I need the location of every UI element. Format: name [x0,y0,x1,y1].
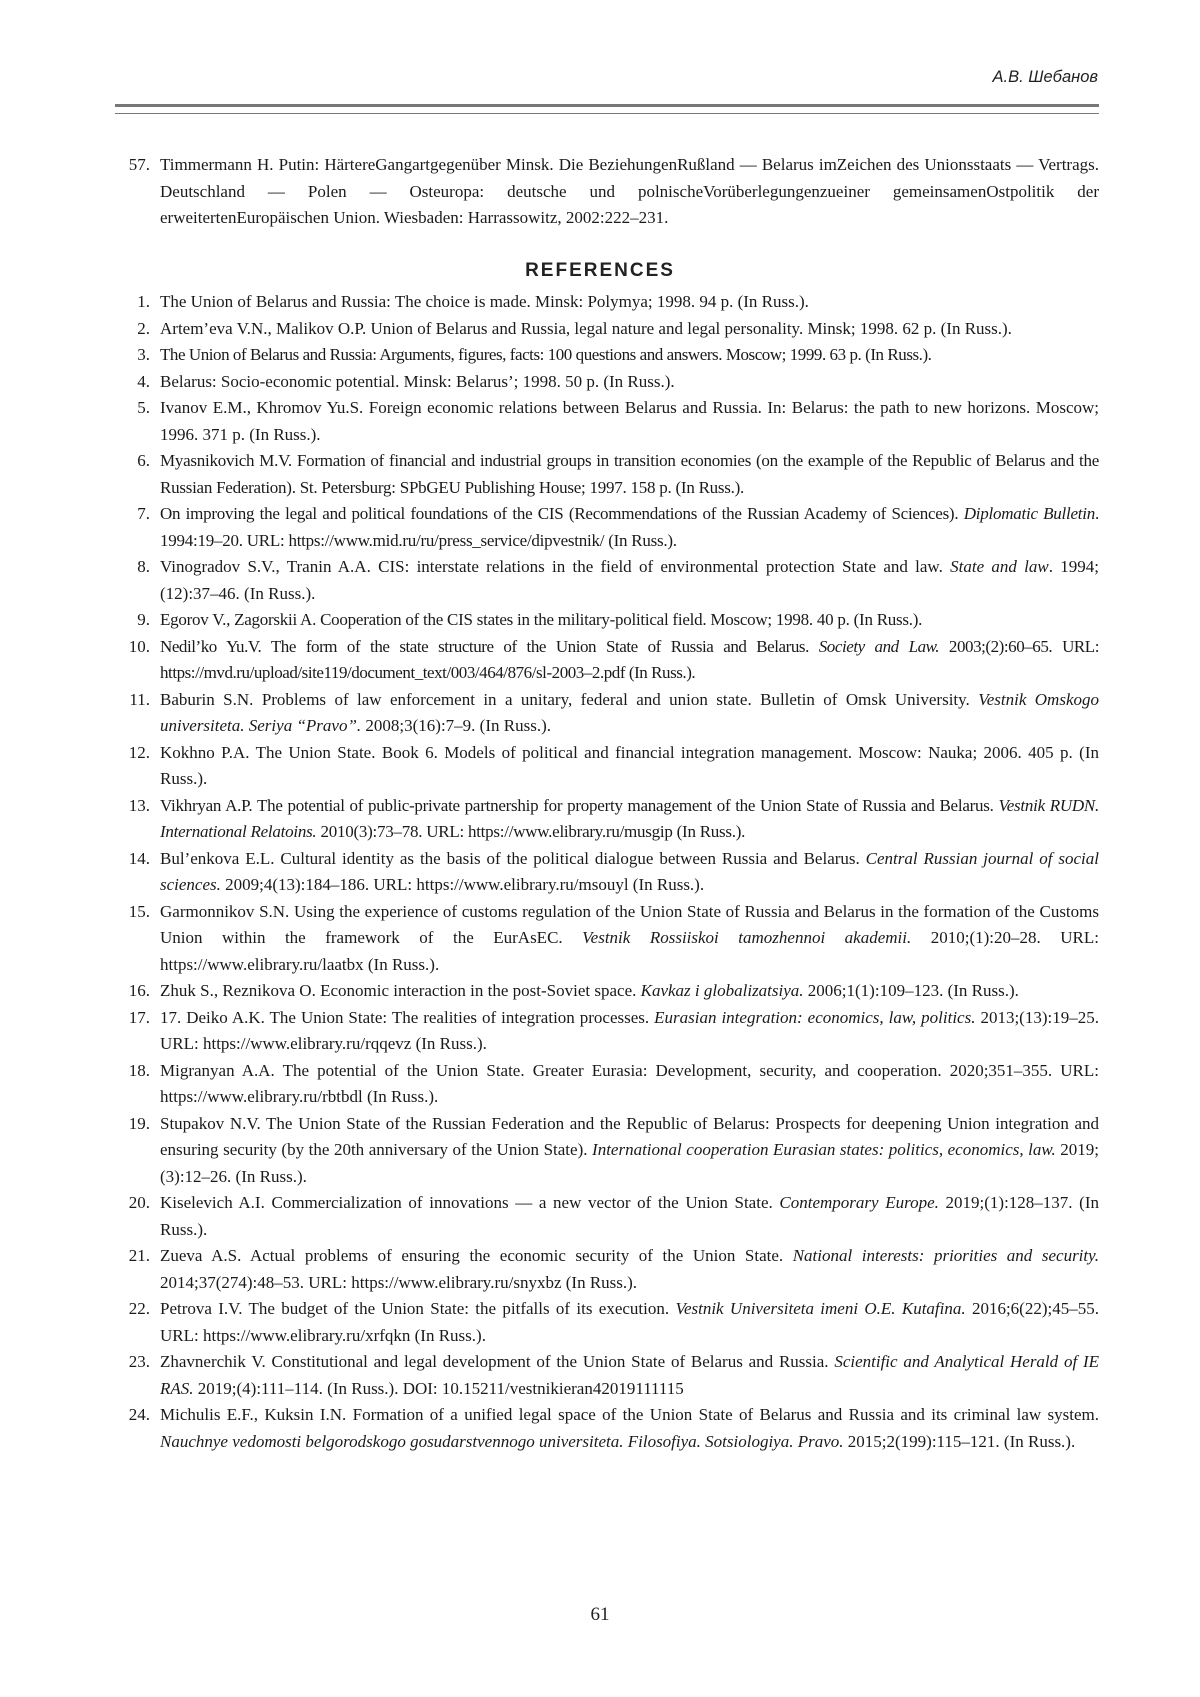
reference-journal: Scientific and Analytical Herald of IE RAS. [160,1352,1099,1398]
reference-body: Vikhryan A.P. The potential of public-private partnership for property management of the Union State of Russia and Belarus. [160,796,998,815]
reference-body: Baburin S.N. Problems of law enforcement in a unitary, federal and union state. Bulletin of Omsk University. [160,690,978,709]
reference-details: 2009;4(13):184–186. URL: https://www.elibrary.ru/msouyl (In Russ.). [221,875,704,894]
reference-item [118,1296,1099,1349]
reference-details: 2019;(3):12–26. (In Russ.). [160,1140,1099,1186]
reference-details: . 1994;(12):37–46. (In Russ.). [160,557,1099,603]
reference-item [118,687,1099,740]
reference-text [160,1299,1099,1345]
reference-journal: Nauchnye vedomosti belgorodskogo gosudarstvennogo universiteta. Filosofiya. Sotsiologiya. Pravo. [160,1432,844,1451]
reference-text [160,319,1012,338]
reference-item [118,316,1099,343]
reference-item [118,395,1099,448]
reference-journal: Diplomatic Bulletin [964,504,1095,523]
reference-body: Kokhno P.A. The Union State. Book 6. Models of political and financial integration management. Moscow: Nauka; 2006. 405 p. (In Russ.). [160,743,1099,789]
reference-body: Egorov V., Zagorskii A. Cooperation of the CIS states in the military-political field. Moscow; 1998. 40 p. (In Russ.). [160,610,922,629]
reference-details: 2016;6(22);45–55. URL: https://www.elibrary.ru/xrfqkn (In Russ.). [160,1299,1099,1345]
reference-journal: Contemporary Europe. [779,1193,938,1212]
reference-details: 2006;1(1):109–123. (In Russ.). [804,981,1019,1000]
reference-item [118,501,1099,554]
reference-details: 2019;(1):128–137. (In Russ.). [160,1193,1099,1239]
reference-body: Myasnikovich M.V. Formation of financial and industrial groups in transition economies (on the example of the Republic of Belarus and the Russian Federation). St. Petersburg: SPbGEU Publishing House; 1997. 158 p. (In Russ.). [160,451,1099,497]
reference-body: Stupakov N.V. The Union State of the Russian Federation and the Republic of Belarus: Prospects for deepening Union integration and ensuring security (by the 20th anniversary of the Union State). [160,1114,1099,1160]
reference-body: On improving the legal and political foundations of the CIS (Recommendations of the Russian Academy of Sciences). [160,504,964,523]
reference-number: 11. [118,687,150,714]
reference-item [118,634,1099,687]
reference-journal: Central Russian journal of social sciences. [160,849,1099,895]
reference-item [118,1005,1099,1058]
references-list [118,289,1099,1455]
reference-body: Garmonnikov S.N. Using the experience of customs regulation of the Union State of Russia and Belarus in the formation of the Customs Union within the framework of the EurAsEC. [160,902,1099,948]
reference-number: 16. [118,978,150,1005]
reference-number: 18. [118,1058,150,1085]
pre-references-list [118,152,1099,232]
reference-details: 2019;(4):111–114. (In Russ.). DOI: 10.15211/vestnikieran42019111115 [194,1379,684,1398]
reference-item [118,1190,1099,1243]
reference-body: Nedil’ko Yu.V. The form of the state structure of the Union State of Russia and Belarus. [160,637,819,656]
reference-details: . 1994:19–20. URL: https://www.mid.ru/ru/press_service/dipvestnik/ (In Russ.). [160,504,1099,550]
reference-item [118,1058,1099,1111]
reference-details: 2010(3):73–78. URL: https://www.elibrary.ru/musgip (In Russ.). [316,822,745,841]
reference-item [118,1349,1099,1402]
reference-body: Michulis E.F., Kuksin I.N. Formation of a unified legal space of the Union State of Belarus and Russia and its criminal law system. [160,1405,1099,1424]
reference-number: 10. [118,634,150,661]
reference-number: 14. [118,846,150,873]
reference-details: 2010;(1):20–28. URL: https://www.elibrary.ru/laatbx (In Russ.). [160,928,1099,974]
reference-body: Migranyan A.A. The potential of the Union State. Greater Eurasia: Development, security, and cooperation. 2020;351–355. URL: https://www.elibrary.ru/rbtbdl (In Russ.). [160,1061,1099,1107]
reference-text [160,1246,1099,1292]
reference-journal: State and law [950,557,1049,576]
reference-number: 20. [118,1190,150,1217]
reference-details: 2013;(13):19–25. URL: https://www.elibrary.ru/rqqevz (In Russ.). [160,1008,1099,1054]
reference-text [160,796,1099,842]
reference-item [118,289,1099,316]
reference-item [118,554,1099,607]
reference-number: 15. [118,899,150,926]
reference-number: 21. [118,1243,150,1270]
reference-item [118,369,1099,396]
page-number: 61 [0,1604,1200,1626]
reference-text [160,398,1099,444]
reference-journal: Society and Law. [819,637,939,656]
reference-journal: Vestnik RUDN. International Relatoins. [160,796,1099,842]
reference-journal: Vestnik Universiteta imeni O.E. Kutafina. [675,1299,965,1318]
reference-item [118,899,1099,979]
header-rule [115,104,1099,114]
reference-body: Vinogradov S.V., Tranin A.A. CIS: interstate relations in the field of environmental protection State and law. [160,557,950,576]
reference-journal: National interests: priorities and security. [793,1246,1099,1265]
reference-text [160,1061,1099,1107]
reference-number: 9. [118,607,150,634]
reference-item [118,846,1099,899]
reference-number: 24. [118,1402,150,1429]
reference-text [160,292,809,311]
reference-text [160,1114,1099,1186]
reference-body: 17. Deiko A.K. The Union State: The realities of integration processes. [160,1008,654,1027]
reference-number: 4. [118,369,150,396]
reference-journal: Vestnik Omskogo universiteta. Seriya “Pravo”. [160,690,1099,736]
reference-item [118,1111,1099,1191]
reference-journal: Kavkaz i globalizatsiya. [641,981,804,1000]
reference-details: 2003;(2):60–65. URL: https://mvd.ru/upload/site119/document_text/003/464/876/sl-2003–2.pdf (In Russ.). [160,637,1099,683]
reference-text [160,451,1099,497]
reference-text [160,743,1099,789]
reference-body: Artem’eva V.N., Malikov O.P. Union of Belarus and Russia, legal nature and legal personality. Minsk; 1998. 62 p. (In Russ.). [160,319,1012,338]
reference-number: 2. [118,316,150,343]
reference-body: Kiselevich A.I. Commercialization of innovations — a new vector of the Union State. [160,1193,779,1212]
reference-item [118,793,1099,846]
reference-number: 1. [118,289,150,316]
reference-text [160,1352,1099,1398]
reference-text [160,902,1099,974]
reference-body: Zueva A.S. Actual problems of ensuring the economic security of the Union State. [160,1246,793,1265]
reference-number: 5. [118,395,150,422]
reference-body: Ivanov E.M., Khromov Yu.S. Foreign economic relations between Belarus and Russia. In: Belarus: the path to new horizons. Moscow; 1996. 371 p. (In Russ.). [160,398,1099,444]
reference-body: Bul’enkova E.L. Cultural identity as the basis of the political dialogue between Russia and Belarus. [160,849,866,868]
reference-text [160,637,1099,683]
reference-number: 8. [118,554,150,581]
reference-body: Belarus: Socio-economic potential. Minsk: Belarus’; 1998. 50 p. (In Russ.). [160,372,675,391]
reference-number: 6. [118,448,150,475]
section-title: REFERENCES [0,260,1200,282]
reference-body: Petrova I.V. The budget of the Union State: the pitfalls of its execution. [160,1299,675,1318]
reference-body: The Union of Belarus and Russia: Arguments, figures, facts: 100 questions and answers. Moscow; 1999. 63 p. (In Russ.). [160,345,931,364]
reference-details: 2014;37(274):48–53. URL: https://www.elibrary.ru/snyxbz (In Russ.). [160,1273,637,1292]
reference-body: Zhuk S., Reznikova O. Economic interaction in the post-Soviet space. [160,981,641,1000]
reference-number: 23. [118,1349,150,1376]
reference-item [118,607,1099,634]
reference-text [160,372,675,391]
reference-details: 2008;3(16):7–9. (In Russ.). [361,716,551,735]
reference-item [118,342,1099,369]
reference-details: 2015;2(199):115–121. (In Russ.). [844,1432,1076,1451]
reference-number: 22. [118,1296,150,1323]
reference-text [160,981,1019,1000]
reference-number: 3. [118,342,150,369]
reference-number: 17. [118,1005,150,1032]
reference-text [160,849,1099,895]
reference-text [160,690,1099,736]
reference-item [118,740,1099,793]
list-item [118,152,1099,232]
reference-text [160,1008,1099,1054]
reference-text [160,504,1099,550]
reference-item [118,1243,1099,1296]
reference-number: 19. [118,1111,150,1138]
reference-journal: Eurasian integration: economics, law, politics. [654,1008,975,1027]
item-text: Timmermann H. Putin: HärtereGangartgegenüber Minsk. Die BeziehungenRußland — Belarus imZeichen des Unionsstaats — Vertrags. Deutschland — Polen — Osteuropa: deutsche und polnischeVorüberlegungenzueiner gemeinsamenOstpolitik der erweitertenEuropäischen Union. Wiesbaden: Harrassowitz, 2002:222–231. [160,155,1099,227]
reference-text [160,1193,1099,1239]
reference-item [118,978,1099,1005]
reference-body: Zhavnerchik V. Constitutional and legal development of the Union State of Belarus and Russia. [160,1352,834,1371]
reference-journal: Vestnik Rossiiskoi tamozhennoi akademii. [582,928,911,947]
reference-text [160,345,931,364]
reference-number: 12. [118,740,150,767]
item-number: 57. [118,152,150,179]
reference-number: 13. [118,793,150,820]
reference-journal: International cooperation Eurasian states: politics, economics, law. [592,1140,1056,1159]
reference-text [160,1405,1099,1451]
reference-number: 7. [118,501,150,528]
reference-text [160,557,1099,603]
reference-item [118,1402,1099,1455]
reference-text [160,610,922,629]
reference-body: The Union of Belarus and Russia: The choice is made. Minsk: Polymya; 1998. 94 p. (In Russ.). [160,292,809,311]
running-head: А.В. Шебанов [993,68,1098,87]
reference-item [118,448,1099,501]
